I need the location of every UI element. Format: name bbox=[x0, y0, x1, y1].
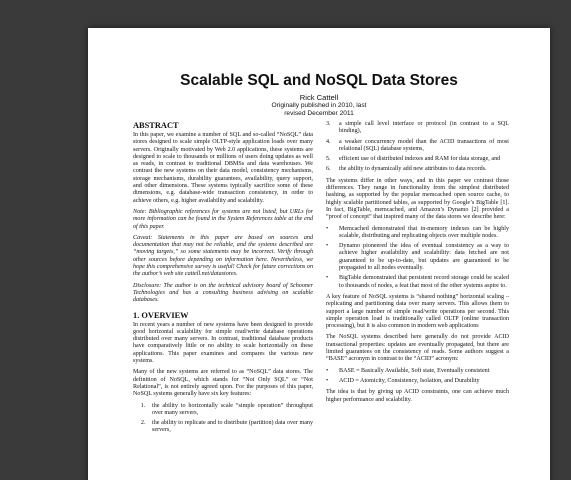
systems-differ-paragraph: The systems differ in other ways, and in this paper we contrast those differences. They range in functionality from the simplest distributed hashing, as supported by the popular memcached open source cache, to highly scalable partitioned tables, as supported by Google’s BigTable [1]. In fact, BigTable, memcached, and Amazon’s Dynamo [2] provided a “proof of concept” that inspired many of the data stores we describe here: bbox=[326, 177, 509, 221]
overview-paragraph-2: Many of the new systems are referred to as “NoSQL” data stores. The definition of NoSQL, which stands for “Not Only SQL” or “Not Relational”, is not entirely agreed upon. For the purposes of this paper, NoSQL systems generally have six key features: bbox=[133, 369, 313, 398]
pdf-page bbox=[88, 28, 550, 480]
paper-header bbox=[88, 72, 550, 118]
revision-note: revised December 2011 bbox=[284, 110, 354, 118]
bullet-text: BigTable demonstrated that persistent record storage could be scaled to thousands of nodes, a feat that most of the other systems aspire to. bbox=[339, 275, 509, 289]
bullet-icon: • bbox=[326, 367, 329, 374]
idea-paragraph: The idea is that by giving up ACID constraints, one can achieve much higher performance and scalability. bbox=[326, 389, 509, 403]
bullet-text: BASE = Basically Available, Soft state, Eventually consistent bbox=[339, 367, 490, 374]
feature-item: 1. the ability to horizontally scale “simple operation” throughput over many servers, bbox=[147, 403, 313, 418]
right-column bbox=[326, 121, 509, 408]
bullet-text: Memcached demonstrated that in-memory indexes can be highly scalable, distributing and replicating objects over multiple nodes. bbox=[339, 225, 509, 239]
feature-number: 6. bbox=[326, 166, 331, 173]
feature-item bbox=[326, 121, 509, 136]
paper-title: Scalable SQL and NoSQL Data Stores bbox=[180, 72, 458, 89]
feature-number: 3. bbox=[326, 121, 331, 127]
left-column bbox=[133, 121, 313, 439]
feature-text: a weaker concurrency model than the ACID transactions of most relational (SQL) database systems, bbox=[339, 138, 509, 152]
bullet-item bbox=[326, 275, 509, 290]
caveat-paragraph: Caveat: Statements in this paper are based on sources and documentation that may not be reliable, and the systems described are “moving targets,” so some statements may be incorrect. Verify through other sources before depending on information here. Nevertheless, we hope this comprehensive survey is useful! Check for future corrections on the author’s web site cattell.net/datastores. bbox=[133, 234, 313, 278]
note-paragraph: Note: Bibliographic references for systems are not listed, but URLs for more information can be found in the System References table at the end of this paper. bbox=[133, 208, 313, 230]
feature-item bbox=[326, 156, 509, 163]
bullet-icon: • bbox=[326, 225, 329, 232]
bullet-icon: • bbox=[326, 275, 329, 282]
abstract-paragraph: In this paper, we examine a number of SQL and so-called “NoSQL” data stores designed to scale simple OLTP-style application loads over many servers. Originally motivated by Web 2.0 applications, these systems are designed to scale to thousands or millions of users doing updates as well as reads, in contrast to traditional DBMSs and data warehouses. We contrast the new systems on their data model, consistency mechanisms, storage mechanisms, durability guarantees, availability, query support, and other dimensions. These systems typically sacrifice some of these dimensions, e.g. database-wide transaction consistency, in order to achieve others, e.g. higher availability and scalability. bbox=[133, 132, 313, 204]
key-feature-paragraph: A key feature of NoSQL systems is “shared nothing” horizontal scaling – replicating and partitioning data over many servers. This allows them to support a large number of simple read/write operations per second. This simple operation load is traditionally called OLTP (online transaction processing), but it is also common in modern web applications bbox=[326, 293, 509, 330]
bullet-icon: • bbox=[326, 377, 329, 384]
base-acid-list bbox=[326, 368, 509, 386]
bullet-item bbox=[326, 368, 509, 375]
bullet-item bbox=[326, 378, 509, 385]
publication-note: Originally published in 2010, last bbox=[271, 102, 367, 109]
disclosure-paragraph: Disclosure: The author is on the technical advisory board of Schooner Technologies and has a consulting business advising on scalable databases. bbox=[133, 282, 313, 304]
bullet-text: Dynamo pioneered the idea of eventual consistency as a way to achieve higher availability and scalability: data fetched are not guaranteed to be up-to-date, but updates are guaranteed to be propagated to all nodes eventually. bbox=[339, 243, 509, 272]
feature-text: efficient use of distributed indexes and RAM for data storage, and bbox=[339, 156, 501, 163]
abstract-heading: ABSTRACT bbox=[133, 121, 179, 130]
feature-item bbox=[326, 166, 509, 173]
proof-of-concept-list bbox=[326, 226, 509, 290]
feature-number: 4. bbox=[326, 138, 331, 145]
feature-number: 5. bbox=[326, 156, 331, 163]
overview-paragraph-1: In recent years a number of new systems have been designed to provide good horizontal scalability for simple read/write database operations distributed over many servers. In contrast, traditional database products have comparatively little or no ability to scale horizontally on these applications. This paper examines and compares the various new systems. bbox=[133, 321, 313, 365]
bullet-item bbox=[326, 243, 509, 272]
feature-text: the ability to dynamically add new attributes to data records. bbox=[339, 166, 487, 173]
overview-heading: 1. OVERVIEW bbox=[133, 310, 189, 320]
features-list bbox=[133, 403, 313, 435]
features-list-continued bbox=[326, 121, 509, 174]
bullet-icon: • bbox=[326, 243, 329, 250]
bullet-item bbox=[326, 226, 509, 241]
feature-text: a simple call level interface or protocol (in contrast to a SQL binding), bbox=[339, 121, 509, 135]
paper-author: Rick Cattell bbox=[299, 93, 339, 102]
nosql-acid-paragraph: The NoSQL systems described here generally do not provide ACID transactional properties: updates are eventually propagated, but there are limited guarantees on the consistency of reads. Some authors suggest a “BASE” acronym in contrast to the “ACID” acronym: bbox=[326, 334, 509, 363]
feature-item bbox=[326, 139, 509, 154]
feature-item: 2. the ability to replicate and to distribute (partition) data over many servers, bbox=[147, 420, 313, 435]
bullet-text: ACID = Atomicity, Consistency, Isolation, and Durability bbox=[339, 377, 480, 384]
